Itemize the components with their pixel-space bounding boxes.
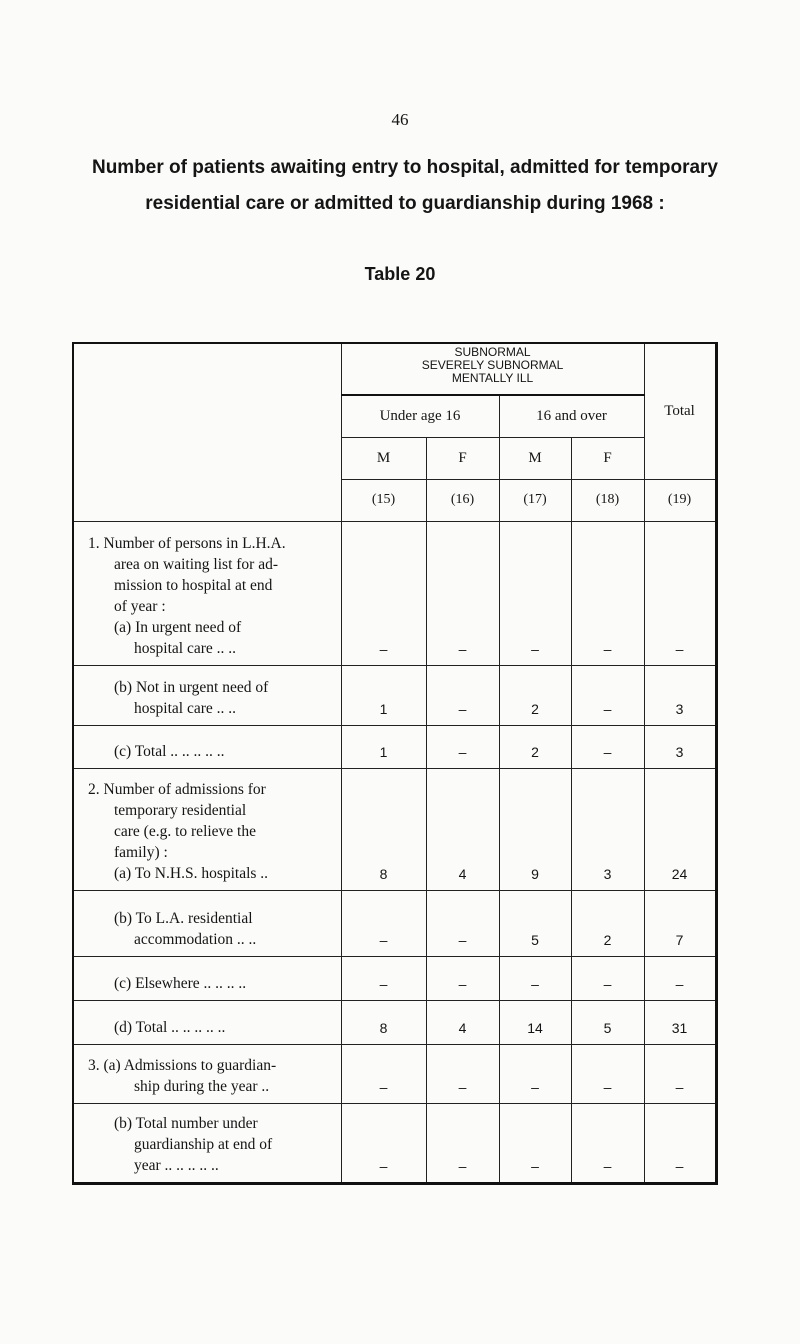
category-header: [341, 343, 644, 395]
row-label-line: guardianship at end of: [134, 1135, 273, 1153]
total-header: Total: [644, 343, 716, 479]
row-label-line: year .. .. .. .. ..: [134, 1156, 219, 1174]
page-title: Number of patients awaiting entry to hospital, admitted for temporary residential care or admitted to guardianship during 1968 :: [91, 157, 719, 214]
group-header-16-and-over: 16 and over: [499, 395, 644, 437]
row-label: [73, 665, 341, 725]
row-label-line: (a) To N.H.S. hospitals ..: [114, 864, 269, 882]
row-label-line: 2. Number of admissions for: [88, 780, 266, 798]
column-number: (16): [426, 479, 499, 521]
header-row-category: [73, 343, 716, 395]
row-label-line: accommodation .. ..: [134, 930, 257, 948]
cell-value: 4: [426, 1000, 499, 1044]
cell-value: –: [426, 1044, 499, 1103]
table-row: [73, 768, 716, 890]
table-row: [73, 1000, 716, 1044]
cell-value: 4: [426, 768, 499, 890]
row-label-line: area on waiting list for ad-: [114, 555, 278, 573]
cell-value: 2: [499, 665, 571, 725]
cell-value: –: [426, 521, 499, 665]
cell-value: 3: [571, 768, 644, 890]
data-table: [72, 342, 718, 1185]
cell-value: –: [571, 1044, 644, 1103]
row-label-line: 3. (a) Admissions to guardian-: [88, 1056, 277, 1074]
cell-value: –: [571, 1103, 644, 1183]
cell-value: 2: [499, 725, 571, 768]
stub-header-cell: [73, 343, 341, 521]
cell-value: –: [571, 956, 644, 1000]
row-label-line: care (e.g. to relieve the: [114, 822, 256, 840]
cell-value: –: [571, 725, 644, 768]
row-label-line: mission to hospital at end: [114, 576, 273, 594]
table-caption: Table 20: [364, 264, 436, 284]
category-line-1: SUBNORMAL: [454, 345, 531, 359]
column-number: (18): [571, 479, 644, 521]
row-label-line: 1. Number of persons in L.H.A.: [88, 534, 286, 552]
table-row: [73, 521, 716, 665]
table-row: [73, 725, 716, 768]
cell-value: –: [426, 890, 499, 956]
cell-value: 2: [571, 890, 644, 956]
cell-value: –: [644, 521, 716, 665]
cell-value: –: [426, 956, 499, 1000]
cell-value: 8: [341, 768, 426, 890]
cell-value: 9: [499, 768, 571, 890]
sex-header: M: [341, 437, 426, 479]
cell-value: –: [426, 665, 499, 725]
cell-value: –: [341, 890, 426, 956]
row-label-line: family) :: [114, 843, 168, 861]
row-label: [73, 725, 341, 768]
cell-value: 3: [644, 665, 716, 725]
cell-value: 5: [499, 890, 571, 956]
column-number: (19): [644, 479, 716, 521]
row-label-line: ship during the year ..: [134, 1077, 270, 1095]
row-label: [73, 521, 341, 665]
cell-value: –: [426, 725, 499, 768]
cell-value: –: [499, 521, 571, 665]
cell-value: –: [499, 956, 571, 1000]
cell-value: –: [341, 956, 426, 1000]
row-label-line: (a) In urgent need of: [114, 618, 242, 636]
cell-value: –: [499, 1044, 571, 1103]
row-label: [73, 768, 341, 890]
category-line-3: MENTALLY ILL: [451, 371, 534, 385]
table-row: [73, 1044, 716, 1103]
cell-value: –: [571, 665, 644, 725]
cell-value: –: [341, 1044, 426, 1103]
row-label-line: hospital care .. ..: [134, 699, 237, 717]
cell-value: –: [644, 1103, 716, 1183]
cell-value: –: [341, 1103, 426, 1183]
row-label-line: (b) Not in urgent need of: [114, 678, 269, 696]
table-row: [73, 956, 716, 1000]
row-label-line: (b) To L.A. residential: [114, 909, 253, 927]
table-row: [73, 890, 716, 956]
row-label-line: of year :: [114, 597, 166, 615]
row-label-line: (d) Total .. .. .. .. ..: [114, 1018, 226, 1036]
cell-value: –: [571, 521, 644, 665]
row-label-line: temporary residential: [114, 801, 247, 819]
cell-value: 24: [644, 768, 716, 890]
row-label-line: hospital care .. ..: [134, 639, 237, 657]
row-label: [73, 1103, 341, 1183]
page-number: 46: [391, 110, 409, 129]
cell-value: –: [644, 956, 716, 1000]
row-label: [73, 956, 341, 1000]
row-label: [73, 890, 341, 956]
cell-value: 1: [341, 725, 426, 768]
cell-value: 14: [499, 1000, 571, 1044]
cell-value: 5: [571, 1000, 644, 1044]
cell-value: –: [341, 521, 426, 665]
sex-header: M: [499, 437, 571, 479]
row-label-line: (c) Elsewhere .. .. .. ..: [114, 974, 247, 992]
table-row: [73, 665, 716, 725]
cell-value: 3: [644, 725, 716, 768]
sex-header: F: [571, 437, 644, 479]
column-number: (15): [341, 479, 426, 521]
row-label-line: (c) Total .. .. .. .. ..: [114, 742, 225, 760]
cell-value: 31: [644, 1000, 716, 1044]
column-number: (17): [499, 479, 571, 521]
sex-header: F: [426, 437, 499, 479]
row-label-line: (b) Total number under: [114, 1114, 258, 1132]
table-row: [73, 1103, 716, 1183]
category-line-2: SEVERELY SUBNORMAL: [421, 358, 564, 372]
row-label: [73, 1044, 341, 1103]
cell-value: –: [499, 1103, 571, 1183]
cell-value: 7: [644, 890, 716, 956]
cell-value: 1: [341, 665, 426, 725]
cell-value: 8: [341, 1000, 426, 1044]
cell-value: –: [426, 1103, 499, 1183]
row-label: [73, 1000, 341, 1044]
group-header-under-16: Under age 16: [341, 395, 499, 437]
cell-value: –: [644, 1044, 716, 1103]
